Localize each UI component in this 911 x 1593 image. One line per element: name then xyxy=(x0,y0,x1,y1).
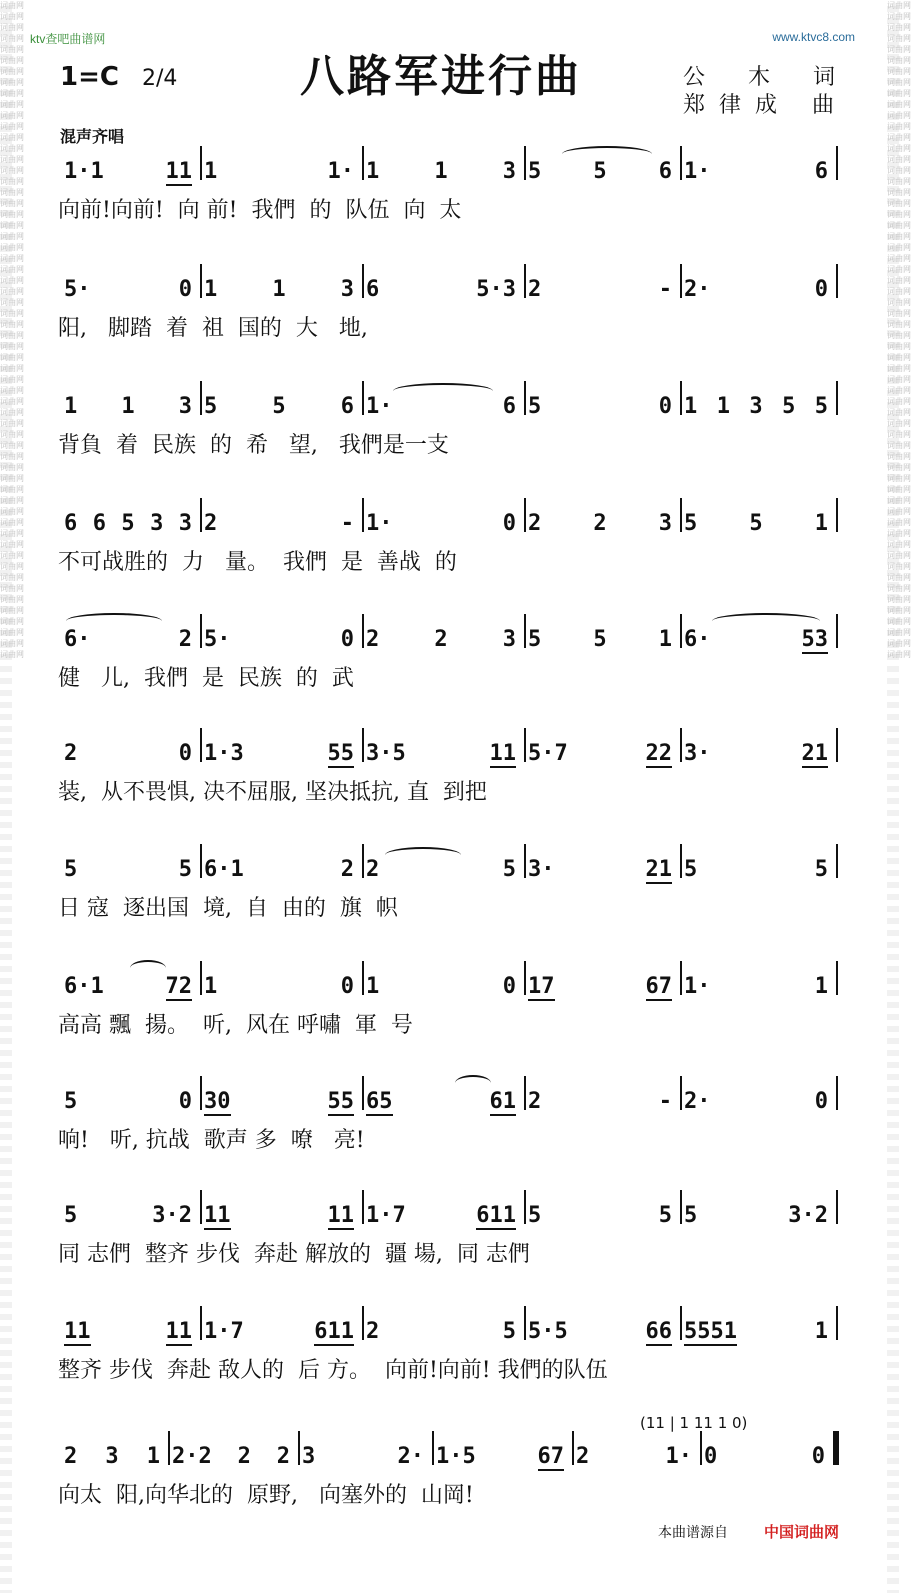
barline xyxy=(362,1190,364,1224)
note-token: 2 xyxy=(576,1444,590,1469)
ending-tag-note: (11 | 1 11 1 0) xyxy=(640,1414,748,1432)
measure-notes xyxy=(64,278,192,302)
measure-notes xyxy=(366,512,516,536)
measure-notes xyxy=(204,742,354,768)
barline xyxy=(362,498,364,532)
note-token: 5·3 xyxy=(476,277,516,302)
measure-notes xyxy=(204,628,354,652)
barline xyxy=(680,614,682,648)
note-token: 5·7 xyxy=(528,741,568,766)
note-token: 6·1 xyxy=(64,974,104,999)
lyric-line: 响! 听, 抗战 歌声 多 嘹 亮! xyxy=(58,1128,365,1153)
note-token: 1· xyxy=(665,1444,692,1469)
note-token: 3 xyxy=(150,511,164,536)
note-token: 6 xyxy=(92,511,106,536)
barline xyxy=(298,1431,300,1465)
measure-notes xyxy=(684,975,828,999)
note-token: 2· xyxy=(684,1089,711,1114)
note-token: 611 xyxy=(476,1203,516,1228)
barline xyxy=(680,264,682,298)
note-token: 0 xyxy=(814,277,828,302)
barline xyxy=(836,264,838,298)
note-token: 1 xyxy=(366,974,380,999)
barline xyxy=(836,146,838,180)
note-token: 5 xyxy=(64,1203,78,1228)
note-token: 11 xyxy=(64,1319,91,1344)
measure-notes xyxy=(302,1445,424,1469)
tie-arc xyxy=(712,613,820,629)
barline xyxy=(524,498,526,532)
note-token: 2· xyxy=(684,277,711,302)
tie-arc xyxy=(130,960,166,976)
note-token: 5 xyxy=(502,1319,516,1344)
barline xyxy=(362,961,364,995)
tie-arc xyxy=(455,1075,491,1091)
note-token: 5551 xyxy=(684,1319,737,1344)
note-token: 3 xyxy=(178,394,192,419)
note-token: 6 xyxy=(658,159,672,184)
note-token: 0 xyxy=(178,277,192,302)
measure-notes xyxy=(704,1445,825,1469)
note-token: 5·5 xyxy=(528,1319,568,1344)
note-token: 5 xyxy=(593,159,607,184)
note-token: 6 xyxy=(502,394,516,419)
barline xyxy=(680,381,682,415)
watermark-left[interactable]: ktv查吧曲谱网 xyxy=(30,32,106,46)
barline xyxy=(200,498,202,532)
barline xyxy=(524,614,526,648)
measure-notes xyxy=(366,742,516,768)
tie-arc xyxy=(562,146,652,162)
measure-notes xyxy=(366,1090,516,1116)
measure-notes xyxy=(684,1204,828,1228)
footer-site-link[interactable]: 中国词曲网 xyxy=(764,1523,840,1541)
note-token: 1·7 xyxy=(204,1319,244,1344)
barline xyxy=(700,1431,702,1465)
note-token: 0 xyxy=(704,1444,718,1469)
side-watermark-left: 词曲网 词曲网 词曲网 词曲网 词曲网 词曲网 词曲网 词曲网 词曲网 词曲网 词曲网 词曲网 词曲网 词曲网 词曲网 词曲网 词曲网 词曲网 词曲网 词曲网 词曲网 词曲网 词曲网 词曲网 词曲网 词曲网 词曲网 词曲网 词曲网 词曲网 词曲网 词曲网 词曲网 词曲网 词曲网 词曲网 词曲网 词曲网 词曲网 词曲网 词曲网 词曲网 词曲网 词曲网 词曲网 词曲网 词曲网 词曲网 词曲网 词曲网 词曲网 词曲网 词曲网 词曲网 词曲网 词曲网 词曲网 词曲网 词曲网 词曲网 xyxy=(0,0,12,1593)
note-token: 1· xyxy=(684,159,711,184)
time-signature: 2/4 xyxy=(142,66,178,91)
note-token: 21 xyxy=(645,857,672,882)
note-token: 2·2 xyxy=(172,1444,212,1469)
barline xyxy=(836,614,838,648)
note-token: 1· xyxy=(327,159,354,184)
note-token: 6 xyxy=(64,511,78,536)
note-token: 0 xyxy=(814,1089,828,1114)
measure-notes xyxy=(366,160,516,184)
measure-notes xyxy=(528,278,672,302)
barline xyxy=(524,146,526,180)
note-token: 5 xyxy=(502,857,516,882)
note-token: 611 xyxy=(314,1319,354,1344)
note-token: 2 xyxy=(366,627,380,652)
barline xyxy=(524,264,526,298)
song-title: 八路军进行曲 xyxy=(300,51,582,102)
note-token: 1· xyxy=(366,394,393,419)
note-token: 3 xyxy=(749,394,763,419)
measure-notes xyxy=(528,742,672,768)
note-token: 53 xyxy=(801,627,828,652)
measure-notes xyxy=(576,1445,692,1469)
key-signature: 1=C xyxy=(60,62,119,92)
barline xyxy=(680,1306,682,1340)
note-token: 5 xyxy=(121,511,135,536)
measure-notes xyxy=(684,160,828,184)
note-token: 3 xyxy=(502,159,516,184)
tie-arc xyxy=(66,613,162,629)
note-token: 1 xyxy=(64,394,78,419)
note-token: 1 xyxy=(658,627,672,652)
barline xyxy=(836,381,838,415)
note-token: 11 xyxy=(489,741,516,766)
barline xyxy=(362,381,364,415)
note-token: 3 xyxy=(105,1444,119,1469)
barline xyxy=(836,728,838,762)
barline xyxy=(200,961,202,995)
note-token: 5· xyxy=(64,277,91,302)
measure-notes xyxy=(64,1320,192,1346)
measure-notes xyxy=(64,1090,192,1114)
lyric-line: 背負 着 民族 的 希 望, 我們是一支 xyxy=(58,433,449,458)
barline xyxy=(524,728,526,762)
note-token: 3·2 xyxy=(152,1203,192,1228)
measure-notes xyxy=(366,1204,516,1230)
note-token: 3 xyxy=(340,277,354,302)
barline xyxy=(836,1306,838,1340)
note-token: 1 xyxy=(814,974,828,999)
note-token: 65 xyxy=(366,1089,393,1114)
watermark-right[interactable]: www.ktvc8.com xyxy=(772,30,855,44)
measure-notes xyxy=(204,858,354,882)
note-token: 61 xyxy=(489,1089,516,1114)
measure-notes xyxy=(64,1445,160,1469)
note-token: 3·2 xyxy=(788,1203,828,1228)
measure-notes xyxy=(366,1320,516,1344)
barline xyxy=(168,1431,170,1465)
note-token: 1 xyxy=(146,1444,160,1469)
barline xyxy=(524,1190,526,1224)
measure-notes xyxy=(684,628,828,654)
measure-notes xyxy=(528,1090,672,1114)
barline xyxy=(362,264,364,298)
note-token: 5 xyxy=(64,857,78,882)
barline xyxy=(200,264,202,298)
note-token: 5 xyxy=(528,1203,542,1228)
lyric-line: 阳, 脚踏 着 祖 国的 大 地, xyxy=(58,316,368,341)
note-token: 1·3 xyxy=(204,741,244,766)
barline xyxy=(432,1431,434,1465)
measure-notes xyxy=(684,742,828,768)
measure-notes xyxy=(204,512,354,536)
barline xyxy=(200,381,202,415)
note-token: 67 xyxy=(537,1444,564,1469)
note-token: 66 xyxy=(645,1319,672,1344)
lyric-line: 同 志們 整齐 步伐 奔赴 解放的 疆 場, 同 志們 xyxy=(58,1242,530,1267)
note-token: 11 xyxy=(165,159,192,184)
note-token: 1 xyxy=(204,974,218,999)
barline xyxy=(200,844,202,878)
note-token: 1 xyxy=(814,1319,828,1344)
note-token: 5· xyxy=(204,627,231,652)
barline xyxy=(836,844,838,878)
note-token: 67 xyxy=(645,974,672,999)
tie-arc xyxy=(385,847,461,863)
note-token: 2 xyxy=(528,511,542,536)
note-token: 2 xyxy=(64,1444,78,1469)
note-token: 5 xyxy=(528,159,542,184)
barline xyxy=(362,1076,364,1110)
measure-notes xyxy=(684,1320,828,1346)
lyric-line: 装, 从不畏惧, 决不屈服, 坚决抵抗, 直 到把 xyxy=(58,780,487,805)
barline xyxy=(362,728,364,762)
note-token: 0 xyxy=(340,974,354,999)
lyric-line: 向前!向前! 向 前! 我們 的 队伍 向 太 xyxy=(58,198,462,223)
note-token: 1 xyxy=(366,159,380,184)
note-token: 2 xyxy=(64,741,78,766)
note-token: 3· xyxy=(528,857,555,882)
note-token: 2 xyxy=(204,511,218,536)
note-token: 6 xyxy=(366,277,380,302)
barline xyxy=(524,1076,526,1110)
note-token: 6 xyxy=(814,159,828,184)
note-token: 5 xyxy=(684,857,698,882)
barline xyxy=(362,1306,364,1340)
barline xyxy=(362,614,364,648)
measure-notes xyxy=(684,512,828,536)
measure-notes xyxy=(204,1204,354,1230)
measure-notes xyxy=(204,278,354,302)
barline xyxy=(362,844,364,878)
measure-notes xyxy=(64,628,192,652)
note-token: 1 xyxy=(716,394,730,419)
lyric-line: 高高 飄 揚。 听, 风在 呼嘯 軍 号 xyxy=(58,1013,413,1038)
note-token: 6·1 xyxy=(204,857,244,882)
note-token: 0 xyxy=(178,1089,192,1114)
measure-notes xyxy=(64,1204,192,1228)
note-token: 2 xyxy=(276,1444,290,1469)
note-token: 1· xyxy=(684,974,711,999)
measure-notes xyxy=(204,395,354,419)
measure-notes xyxy=(528,160,672,184)
lyricist-credit: 公 木 词 xyxy=(683,65,853,90)
note-token: - xyxy=(658,277,672,302)
note-token: 0 xyxy=(811,1444,825,1469)
measure-notes xyxy=(436,1445,564,1471)
note-token: 1 xyxy=(272,277,286,302)
measure-notes xyxy=(64,858,192,882)
barline xyxy=(680,498,682,532)
lyric-line: 日 寇 逐出国 境, 自 由的 旗 帜 xyxy=(58,896,398,921)
note-token: 0 xyxy=(502,974,516,999)
note-token: 5 xyxy=(782,394,796,419)
note-token: 72 xyxy=(165,974,192,999)
measure-notes xyxy=(64,395,192,419)
measure-notes xyxy=(366,628,516,652)
measure-notes xyxy=(528,628,672,652)
performance-note: 混声齐唱 xyxy=(60,127,125,146)
barline xyxy=(200,1190,202,1224)
note-token: - xyxy=(658,1089,672,1114)
note-token: 3 xyxy=(502,627,516,652)
note-token: 55 xyxy=(327,741,354,766)
lyric-line: 向太 阳,向华北的 原野, 向塞外的 山岡! xyxy=(58,1483,474,1508)
note-token: 5 xyxy=(749,511,763,536)
measure-notes xyxy=(204,1320,354,1346)
note-token: 0 xyxy=(340,627,354,652)
measure-notes xyxy=(528,395,672,419)
note-token: 5 xyxy=(684,1203,698,1228)
note-token: 6· xyxy=(64,627,91,652)
note-token: 1· xyxy=(366,511,393,536)
measure-notes xyxy=(172,1445,290,1469)
note-token: 17 xyxy=(528,974,555,999)
note-token: 5 xyxy=(64,1089,78,1114)
note-token: 3· xyxy=(684,741,711,766)
barline xyxy=(200,1076,202,1110)
note-token: 1 xyxy=(204,159,218,184)
measure-notes xyxy=(64,742,192,766)
measure-notes xyxy=(528,858,672,884)
note-token: 0 xyxy=(658,394,672,419)
note-token: 11 xyxy=(327,1203,354,1228)
measure-notes xyxy=(366,975,516,999)
note-token: 5 xyxy=(178,857,192,882)
note-token: 21 xyxy=(801,741,828,766)
lyric-line: 健 儿, 我們 是 民族 的 武 xyxy=(58,666,354,691)
barline xyxy=(524,1306,526,1340)
barline xyxy=(680,728,682,762)
note-token: - xyxy=(340,511,354,536)
barline xyxy=(836,961,838,995)
note-token: 3 xyxy=(178,511,192,536)
note-token: 3 xyxy=(302,1444,316,1469)
measure-notes xyxy=(204,1090,354,1116)
barline xyxy=(362,146,364,180)
note-token: 5 xyxy=(814,857,828,882)
barline xyxy=(572,1431,574,1465)
note-token: 2 xyxy=(528,1089,542,1114)
note-token: 5 xyxy=(658,1203,672,1228)
barline xyxy=(680,844,682,878)
note-token: 55 xyxy=(327,1089,354,1114)
measure-notes xyxy=(528,512,672,536)
measure-notes xyxy=(684,858,828,882)
measure-notes xyxy=(684,1090,828,1114)
measure-notes xyxy=(528,1320,672,1346)
note-token: 30 xyxy=(204,1089,231,1114)
note-token: 0 xyxy=(178,741,192,766)
barline xyxy=(680,961,682,995)
barline xyxy=(200,614,202,648)
barline xyxy=(524,381,526,415)
note-token: 1 xyxy=(121,394,135,419)
measure-notes xyxy=(204,975,354,999)
note-token: 1 xyxy=(684,394,698,419)
note-token: 5 xyxy=(528,627,542,652)
note-token: 1·7 xyxy=(366,1203,406,1228)
note-token: 6 xyxy=(340,394,354,419)
measure-notes xyxy=(366,278,516,302)
measure-notes xyxy=(64,975,192,1001)
measure-notes xyxy=(528,975,672,1001)
lyric-line: 整齐 步伐 奔赴 敌人的 后 方。 向前!向前! 我們的队伍 xyxy=(58,1358,608,1383)
measure-notes xyxy=(64,160,192,186)
barline xyxy=(524,844,526,878)
barline xyxy=(524,961,526,995)
note-token: 5 xyxy=(528,394,542,419)
note-token: 1·5 xyxy=(436,1444,476,1469)
note-token: 2 xyxy=(366,857,380,882)
side-watermark-right: 词曲网 词曲网 词曲网 词曲网 词曲网 词曲网 词曲网 词曲网 词曲网 词曲网 词曲网 词曲网 词曲网 词曲网 词曲网 词曲网 词曲网 词曲网 词曲网 词曲网 词曲网 词曲网 词曲网 词曲网 词曲网 词曲网 词曲网 词曲网 词曲网 词曲网 词曲网 词曲网 词曲网 词曲网 词曲网 词曲网 词曲网 词曲网 词曲网 词曲网 词曲网 词曲网 词曲网 词曲网 词曲网 词曲网 词曲网 词曲网 词曲网 词曲网 词曲网 词曲网 词曲网 词曲网 词曲网 词曲网 词曲网 词曲网 词曲网 词曲网 xyxy=(887,0,899,1593)
barline xyxy=(836,1076,838,1110)
final-barline xyxy=(833,1431,839,1465)
measure-notes xyxy=(64,512,192,536)
barline xyxy=(680,146,682,180)
note-token: 5 xyxy=(684,511,698,536)
note-token: 6· xyxy=(684,627,711,652)
note-token: 1·1 xyxy=(64,159,104,184)
note-token: 2 xyxy=(528,277,542,302)
note-token: 2 xyxy=(434,627,448,652)
barline xyxy=(836,1190,838,1224)
note-token: 2 xyxy=(340,857,354,882)
note-token: 3 xyxy=(658,511,672,536)
note-token: 2 xyxy=(178,627,192,652)
note-token: 11 xyxy=(165,1319,192,1344)
note-token: 5 xyxy=(204,394,218,419)
barline xyxy=(200,1306,202,1340)
lyric-line: 不可战胜的 力 量。 我們 是 善战 的 xyxy=(58,550,457,575)
note-token: 22 xyxy=(645,741,672,766)
composer-credit: 郑律成 曲 xyxy=(683,93,848,118)
measure-notes xyxy=(204,160,354,184)
barline xyxy=(200,728,202,762)
measure-notes xyxy=(528,1204,672,1228)
note-token: 0 xyxy=(502,511,516,536)
note-token: 11 xyxy=(204,1203,231,1228)
footer-source-label: 本曲谱源自 xyxy=(658,1525,728,1541)
note-token: 1 xyxy=(204,277,218,302)
barline xyxy=(836,498,838,532)
barline xyxy=(680,1190,682,1224)
note-token: 3·5 xyxy=(366,741,406,766)
note-token: 1 xyxy=(814,511,828,536)
tie-arc xyxy=(393,383,493,399)
measure-notes xyxy=(684,278,828,302)
note-token: 2 xyxy=(366,1319,380,1344)
note-token: 2· xyxy=(397,1444,424,1469)
note-token: 2 xyxy=(593,511,607,536)
barline xyxy=(680,1076,682,1110)
barline xyxy=(200,146,202,180)
note-token: 5 xyxy=(593,627,607,652)
note-token: 2 xyxy=(237,1444,251,1469)
note-token: 5 xyxy=(272,394,286,419)
note-token: 5 xyxy=(814,394,828,419)
note-token: 1 xyxy=(434,159,448,184)
measure-notes xyxy=(684,395,828,419)
